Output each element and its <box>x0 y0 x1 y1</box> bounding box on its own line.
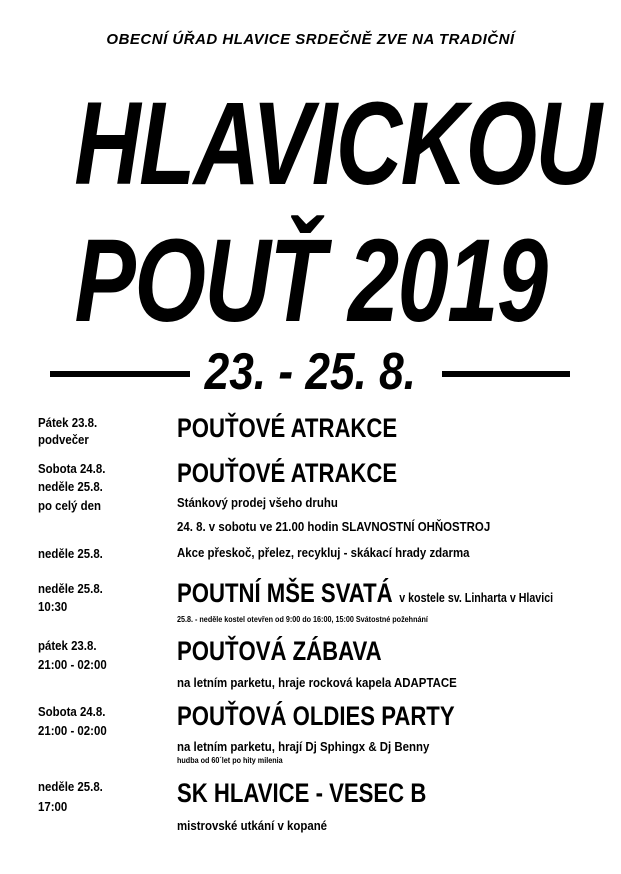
event-1-day: Pátek 23.8. <box>38 415 98 430</box>
event-2-time: po celý den <box>38 498 101 513</box>
event-6-title: POUŤOVÁ OLDIES PARTY <box>177 701 455 731</box>
divider-right <box>442 371 570 377</box>
event-7-time: 17:00 <box>38 799 68 814</box>
event-7-title: SK HLAVICE - VESEC B <box>177 778 427 808</box>
event-6-time: 21:00 - 02:00 <box>38 723 107 738</box>
event-4-note: 25.8. - neděle kostel otevřen od 9:00 do 16:00, 15:00 Svátostné požehnání <box>177 615 428 624</box>
event-7-line-1: mistrovské utkání v kopané <box>177 818 328 833</box>
event-4-location: v kostele sv. Linharta v Hlavici <box>399 590 554 605</box>
event-dates: 23. - 25. 8. <box>204 343 417 401</box>
event-6-day: Sobota 24.8. <box>38 704 106 719</box>
event-3-text: Akce přeskoč, přelez, recykluj - skákací hrady zdarma <box>177 545 470 560</box>
event-6-note: hudba od 60´let po hity milenia <box>177 756 283 765</box>
event-2-title: POUŤOVÉ ATRAKCE <box>177 458 398 488</box>
event-2-line-2: 24. 8. v sobotu ve 21.00 hodin SLAVNOSTNÍ OHŇOSTROJ <box>177 519 491 534</box>
title-line-2: POUŤ 2019 <box>74 215 547 347</box>
event-1-time: podvečer <box>38 432 89 447</box>
event-2-day: Sobota 24.8. <box>38 461 106 476</box>
event-4-time: 10:30 <box>38 599 68 614</box>
event-5-day: pátek 23.8. <box>38 638 97 653</box>
event-2-line-1: Stánkový prodej všeho druhu <box>177 495 338 510</box>
event-1-title: POUŤOVÉ ATRAKCE <box>177 413 398 443</box>
event-5-time: 21:00 - 02:00 <box>38 657 107 672</box>
event-5-line-1: na letním parketu, hraje rocková kapela ADAPTACE <box>177 675 457 690</box>
event-4-title: POUTNÍ MŠE SVATÁ v kostele sv. Linharta v Hlavici <box>177 578 554 608</box>
event-5-title: POUŤOVÁ ZÁBAVA <box>177 636 382 666</box>
event-4-day: neděle 25.8. <box>38 581 103 596</box>
event-3-day: neděle 25.8. <box>38 546 103 561</box>
event-2-day-2: neděle 25.8. <box>38 479 103 494</box>
title-line-1: HLAVICKOU <box>74 78 601 210</box>
event-7-day: neděle 25.8. <box>38 779 103 794</box>
event-6-line-1: na letním parketu, hrají Dj Sphingx & Dj Benny <box>177 739 430 754</box>
intro-text: OBECNÍ ÚŘAD HLAVICE SRDEČNĚ ZVE NA TRADIČNÍ <box>106 31 515 48</box>
